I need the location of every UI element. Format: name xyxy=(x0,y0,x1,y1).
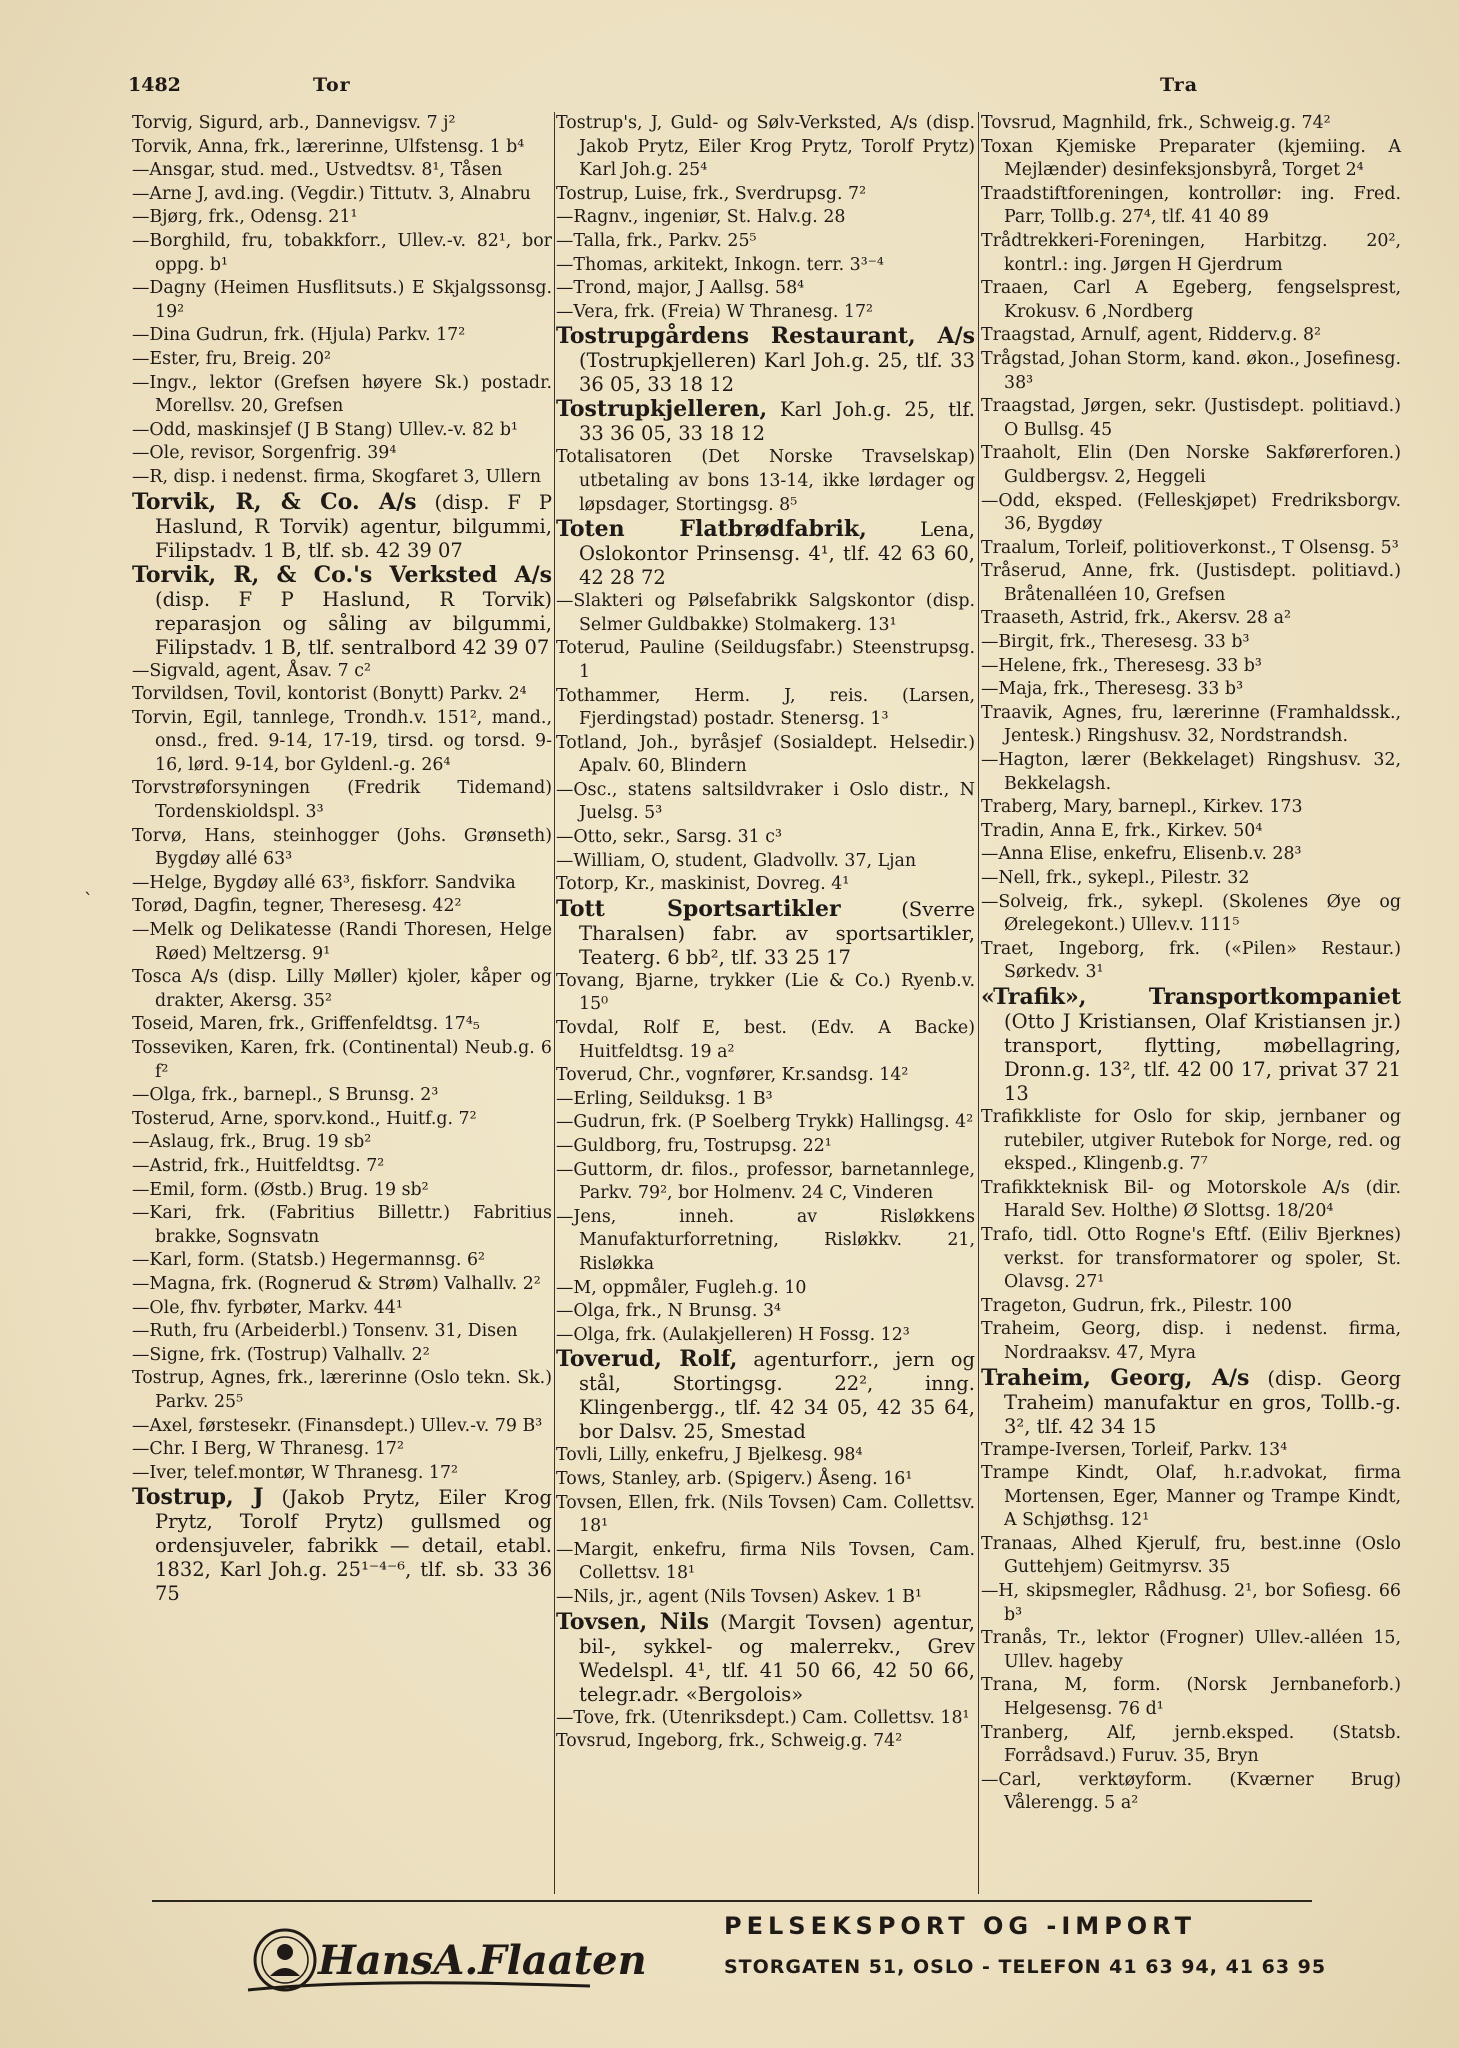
entry-name-bold: Traheim, Georg, A/s xyxy=(981,1364,1250,1391)
page-number: 1482 xyxy=(128,74,181,96)
entry-text: —Bjørg, frk., Odensg. 21¹ xyxy=(132,207,358,228)
directory-entry xyxy=(556,1444,975,1468)
entry-text: Trampe-Iversen, Torleif, Parkv. 13⁴ xyxy=(981,1439,1288,1460)
directory-entry xyxy=(981,1533,1401,1580)
directory-entry xyxy=(132,1084,552,1108)
entry-text: —Birgit, frk., Theresesg. 33 b³ xyxy=(981,632,1250,653)
directory-entry xyxy=(556,1347,975,1444)
entry-text: Trana, M, form. (Norsk Jernbaneforb.) Helgesensg. 76 d¹ xyxy=(981,1675,1401,1720)
entry-text: —William, O, student, Gladvollv. 37, Ljan xyxy=(556,850,917,871)
directory-entry xyxy=(556,1159,975,1206)
entry-text: —Chr. I Berg, W Thranesg. 17² xyxy=(132,1439,404,1460)
entry-text: Tostrup, Agnes, frk., lærerinne (Oslo tekn. Sk.) Parkv. 25⁵ xyxy=(132,1368,552,1412)
directory-entry xyxy=(132,660,552,684)
entry-text: Karl Joh.g. 25, tlf. 33 36 05, 33 18 12 xyxy=(579,398,975,446)
directory-entry xyxy=(556,1468,975,1492)
directory-entry xyxy=(981,938,1401,985)
entry-text: —Aslaug, frk., Brug. 19 sb² xyxy=(132,1132,372,1153)
directory-entry xyxy=(556,1610,975,1707)
entry-text: Trageton, Gudrun, frk., Pilestr. 100 xyxy=(981,1295,1292,1316)
entry-text: Traavik, Agnes, fru, lærerinne (Framhaldssk., Jentesk.) Ringshusv. 32, Nordstrandsh. xyxy=(981,702,1401,747)
entry-text: Toterud, Pauline (Seildugsfabr.) Steenstrupsg. 1 xyxy=(556,638,975,682)
entry-text: —Kari, frk. (Fabritius Billettr.) Fabritius brakke, Sognsvatn xyxy=(132,1203,552,1247)
entry-text: Tothammer, Herm. J, reis. (Larsen, Fjerdingstad) postadr. Stenersg. 1³ xyxy=(556,685,975,730)
directory-entry xyxy=(981,678,1401,702)
directory-entry xyxy=(132,1485,552,1606)
entry-text: Torød, Dagfin, tegner, Theresesg. 42² xyxy=(132,896,462,917)
hans-a-flaaten-logo xyxy=(240,1908,647,2004)
directory-entry xyxy=(556,1300,975,1324)
directory-entry xyxy=(981,1722,1401,1769)
directory-entry xyxy=(556,637,975,684)
entry-text: —Odd, maskinsjef (J B Stang) Ullev.-v. 82 b¹ xyxy=(132,419,518,440)
directory-entry xyxy=(132,230,552,277)
directory-entry xyxy=(556,254,975,278)
entry-text: Tradin, Anna E, frk., Kirkev. 50⁴ xyxy=(981,820,1263,841)
directory-entry xyxy=(556,1277,975,1301)
directory-entry xyxy=(981,891,1401,938)
entry-text: —Nils, jr., agent (Nils Tovsen) Askev. 1 B¹ xyxy=(556,1586,922,1607)
entry-text: Tostrup, Luise, frk., Sverdrupsg. 7² xyxy=(556,183,867,204)
entry-name-bold: Tostrup, J xyxy=(132,1484,264,1511)
entry-name-bold: Torvik, R, & Co.'s Verksted A/s xyxy=(132,561,552,588)
entry-text: (disp. Georg Traheim) manufaktur en gros, Tollb.-g. 3², tlf. 42 34 15 xyxy=(1004,1366,1401,1438)
directory-entry xyxy=(556,1206,975,1277)
page-header xyxy=(128,74,1339,100)
entry-text: —Erling, Seilduksg. 1 B³ xyxy=(556,1088,773,1109)
directory-entry xyxy=(132,1179,552,1203)
entry-text: —Tove, frk. (Utenriksdept.) Cam. Collettsv. 18¹ xyxy=(556,1707,970,1728)
entry-text: —Astrid, frk., Huitfeldtsg. 7² xyxy=(132,1155,385,1176)
directory-entry xyxy=(981,230,1401,277)
entry-text: —Slakteri og Pølsefabrikk Salgskontor (disp. Selmer Guldbakke) Stolmakerg. 13¹ xyxy=(556,591,975,635)
entry-text: Tostrup's, J, Guld- og Sølv-Verksted, A/s (disp. Jakob Prytz, Eiler Krog Prytz, Torolf Prytz) Karl Joh.g. 25⁴ xyxy=(556,113,975,181)
entry-text: —Borghild, fru, tobakkforr., Ullev.-v. 82¹, bor oppg. b¹ xyxy=(132,230,552,275)
directory-entry xyxy=(132,277,552,324)
directory-entry xyxy=(981,702,1401,749)
entry-text: —Margit, enkefru, firma Nils Tovsen, Cam. Collettsv. 18¹ xyxy=(556,1539,975,1584)
entry-text: —R, disp. i nedenst. firma, Skogfaret 3, Ullern xyxy=(132,466,542,487)
entry-text: (Otto J Kristiansen, Olaf Kristiansen jr.) transport, flytting, møbellagring, Dronn.g. 13², tlf. 42 00 17, privat 37 21 13 xyxy=(1004,1009,1401,1105)
entry-text: Tovsrud, Ingeborg, frk., Schweig.g. 74² xyxy=(556,1731,903,1752)
entry-text: Trafikkteknisk Bil- og Motorskole A/s (dir. Harald Sev. Holthe) Ø Slottsg. 18/20⁴ xyxy=(981,1177,1401,1222)
entry-text: Torvildsen, Tovil, kontorist (Bonytt) Parkv. 2⁴ xyxy=(132,684,527,705)
entry-text: Toverud, Chr., vognfører, Kr.sandsg. 14² xyxy=(556,1065,909,1086)
entry-text: —Ingv., lektor (Grefsen høyere Sk.) postadr. Morellsv. 20, Grefsen xyxy=(132,372,552,417)
entry-text: —Karl, form. (Statsb.) Hegermannsg. 6² xyxy=(132,1250,485,1271)
directory-entry xyxy=(981,560,1401,607)
entry-name-bold: «Trafik», Transportkompaniet xyxy=(981,983,1401,1010)
directory-entry xyxy=(556,230,975,254)
entry-text: —Signe, frk. (Tostrup) Valhallv. 2² xyxy=(132,1344,430,1365)
directory-entry xyxy=(132,1131,552,1155)
entry-text: —Olga, frk., N Brunsg. 3⁴ xyxy=(556,1301,782,1322)
footer-divider xyxy=(152,1900,1312,1902)
directory-entry xyxy=(981,1106,1401,1177)
directory-entry xyxy=(981,442,1401,489)
directory-entry xyxy=(556,1111,975,1135)
entry-text: Tranberg, Alf, jernb.eksped. (Statsb. Forrådsavd.) Furuv. 35, Bryn xyxy=(981,1722,1401,1767)
directory-entry xyxy=(556,970,975,1017)
entry-text: Traaholt, Elin (Den Norske Sakførerforen.) Guldbergsv. 2, Heggeli xyxy=(981,443,1401,487)
directory-entry xyxy=(132,1344,552,1368)
directory-entry xyxy=(132,1367,552,1414)
entry-text: Traberg, Mary, barnepl., Kirkev. 173 xyxy=(981,797,1303,818)
entry-text: —M, oppmåler, Fugleh.g. 10 xyxy=(556,1277,807,1298)
directory-entry xyxy=(132,1108,552,1132)
entry-text: —Dina Gudrun, frk. (Hjula) Parkv. 17² xyxy=(132,325,466,346)
directory-entry xyxy=(981,277,1401,324)
directory-entry xyxy=(556,301,975,325)
directory-entry xyxy=(981,490,1401,537)
directory-entry xyxy=(556,446,975,517)
entry-text: Trågstad, Johan Storm, kand. økon., Josefinesg. 38³ xyxy=(981,348,1401,393)
entry-text: Traalum, Torleif, politioverkonst., T Olsensg. 5³ xyxy=(981,537,1399,558)
entry-text: —Hagton, lærer (Bekkelaget) Ringshusv. 32, Bekkelagsh. xyxy=(981,750,1401,794)
entry-text: —Ole, fhv. fyrbøter, Markv. 44¹ xyxy=(132,1297,403,1318)
entry-text: Tovdal, Rolf E, best. (Edv. A Backe) Huitfeldtsg. 19 a² xyxy=(556,1018,975,1062)
directory-entry xyxy=(132,1320,552,1344)
directory-entry xyxy=(132,919,552,966)
directory-entry xyxy=(556,1539,975,1586)
directory-entry xyxy=(132,112,552,136)
entry-text: —Arne J, avd.ing. (Vegdir.) Tittutv. 3, Alnabru xyxy=(132,183,531,204)
directory-entry xyxy=(981,348,1401,395)
entry-text: —Talla, frk., Parkv. 25⁵ xyxy=(556,230,757,251)
entry-text: —Jens, inneh. av Risløkkens Manufakturforretning, Risløkkv. 21, Risløkka xyxy=(556,1206,975,1274)
directory-entry xyxy=(132,563,552,660)
directory-entry xyxy=(556,1730,975,1754)
directory-entry xyxy=(981,796,1401,820)
entry-name-bold: Tovsen, Nils xyxy=(556,1608,709,1635)
entry-text: —Axel, førstesekr. (Finansdept.) Ullev.-v. 79 B³ xyxy=(132,1415,543,1436)
directory-entry xyxy=(556,1088,975,1112)
entry-text: Trampe Kindt, Olaf, h.r.advokat, firma Mortensen, Eger, Manner og Trampe Kindt, A Schjøthsg. 12¹ xyxy=(981,1463,1401,1531)
directory-entry xyxy=(981,820,1401,844)
directory-entry xyxy=(981,655,1401,679)
entry-text: —Magna, frk. (Rognerud & Strøm) Valhallv. 2² xyxy=(132,1273,541,1294)
logo-emblem-icon xyxy=(255,1930,315,1990)
entry-text: —Carl, verktøyform. (Kværner Brug) Vålerengg. 5 a² xyxy=(981,1769,1401,1814)
directory-entry xyxy=(132,1415,552,1439)
directory-entry xyxy=(132,1249,552,1273)
directory-entry xyxy=(556,685,975,732)
entry-name-bold: Torvik, R, & Co. A/s xyxy=(132,488,417,515)
entry-text: (disp. F P Haslund, R Torvik) agentur, bilgummi, Filipstadv. 1 B, tlf. sb. 42 39 07 xyxy=(155,490,553,562)
entry-text: Tosterud, Arne, sporv.kond., Huitf.g. 7² xyxy=(132,1108,477,1129)
entry-text: —Vera, frk. (Freia) W Thranesg. 17² xyxy=(556,301,874,322)
entry-text: —Melk og Delikatesse (Randi Thoresen, Helge Røed) Meltzersg. 9¹ xyxy=(132,920,552,964)
directory-entry xyxy=(556,897,975,970)
directory-entry xyxy=(132,348,552,372)
entry-name-bold: Toten Flatbrødfabrik, xyxy=(556,516,867,543)
entry-text: —Thomas, arkitekt, Inkogn. terr. 3³⁻⁴ xyxy=(556,254,884,275)
directory-entry xyxy=(981,112,1401,136)
entry-text: Tovang, Bjarne, trykker (Lie & Co.) Ryenb.v. 15⁰ xyxy=(556,970,975,1015)
directory-entry xyxy=(132,683,552,707)
directory-entry xyxy=(132,777,552,824)
directory-entry xyxy=(556,1324,975,1348)
entry-name-bold: Toverud, Rolf, xyxy=(556,1346,738,1373)
directory-entry xyxy=(132,707,552,778)
directory-entry xyxy=(556,324,975,397)
directory-entry xyxy=(132,372,552,419)
ad-address: STORGATEN 51, OSLO - TELEFON 41 63 94, 41 63 95 xyxy=(724,1956,1327,1978)
entry-text: Traaen, Carl A Egeberg, fengselsprest, Krokusv. 6 ,Nordberg xyxy=(981,278,1401,322)
directory-entry xyxy=(981,607,1401,631)
directory-entry xyxy=(556,779,975,826)
stray-mark: ˋ xyxy=(84,890,93,911)
entry-text: —Trond, major, J Aallsg. 58⁴ xyxy=(556,278,805,299)
entry-text: —Guttorm, dr. filos., professor, barnetannlege, Parkv. 79², bor Holmenv. 24 C, Vinderen xyxy=(556,1159,975,1204)
directory-entry xyxy=(132,1013,552,1037)
column-1 xyxy=(132,112,552,1902)
directory-entry xyxy=(981,985,1401,1106)
entry-text: —H, skipsmegler, Rådhusg. 2¹, bor Sofiesg. 66 b³ xyxy=(981,1581,1401,1625)
entry-name-bold: Tott Sportsartikler xyxy=(556,895,841,922)
directory-entry xyxy=(132,442,552,466)
directory-entry xyxy=(981,537,1401,561)
directory-entry xyxy=(981,843,1401,867)
entry-text: Tovsrud, Magnhild, frk., Schweig.g. 74² xyxy=(981,113,1331,133)
entry-text: Toxan Kjemiske Preparater (kjemiing. A Mejlænder) desinfeksjonsbyrå, Torget 2⁴ xyxy=(981,136,1401,181)
logo-text: HansA.Flaaten xyxy=(318,1937,647,1984)
guide-word-right: Tra xyxy=(1160,74,1199,96)
entry-text: (Sverre Tharalsen) fabr. av sportsartikler, Teaterg. 6 bb², tlf. 33 25 17 xyxy=(579,897,976,969)
directory-entry xyxy=(556,1492,975,1539)
directory-entry xyxy=(132,895,552,919)
directory-entry xyxy=(981,324,1401,348)
directory-entry xyxy=(981,395,1401,442)
entry-text: —Helge, Bygdøy allé 63³, fiskforr. Sandvika xyxy=(132,872,516,893)
entry-text: —Anna Elise, enkefru, Elisenb.v. 28³ xyxy=(981,844,1302,865)
entry-text: —Ruth, fru (Arbeiderbl.) Tonsenv. 31, Disen xyxy=(132,1321,518,1342)
directory-entry xyxy=(132,966,552,1013)
directory-entry xyxy=(556,1017,975,1064)
directory-entry xyxy=(981,631,1401,655)
directory-entry xyxy=(981,749,1401,796)
entry-text: —Ansgar, stud. med., Ustvedtsv. 8¹, Tåsen xyxy=(132,160,503,181)
directory-entry xyxy=(556,1707,975,1731)
entry-text: Tråserud, Anne, frk. (Justisdept. politiavd.) Bråtenalléen 10, Grefsen xyxy=(981,561,1401,605)
entry-text: Torvstrøforsyningen (Fredrik Tidemand) Tordenskioldspl. 3³ xyxy=(132,778,552,823)
directory-entry xyxy=(132,1438,552,1462)
entry-text: —Nell, frk., sykepl., Pilestr. 32 xyxy=(981,868,1250,888)
entry-text: —Olga, frk. (Aulakjelleren) H Fossg. 12³ xyxy=(556,1324,910,1345)
entry-text: —Helene, frk., Theresesg. 33 b³ xyxy=(981,655,1262,676)
entry-text: (disp. F P Haslund, R Torvik) reparasjon og såling av bilgummi, Filipstadv. 1 B, tlf. sentralbord 42 39 07 xyxy=(155,587,552,659)
directory-entry xyxy=(981,183,1401,230)
directory-entry xyxy=(981,1462,1401,1533)
entry-text: Lena, Oslokontor Prinsensg. 4¹, tlf. 42 63 60, 42 28 72 xyxy=(579,518,975,590)
guide-word-left: Tor xyxy=(313,74,351,96)
directory-entry xyxy=(556,1586,975,1610)
entry-text: Trafo, tidl. Otto Rogne's Eftf. (Eiliv Bjerknes) verkst. for transformatorer og spoler, St. Olavsg. 27¹ xyxy=(981,1224,1401,1293)
entry-text: Tows, Stanley, arb. (Spigerv.) Åseng. 16¹ xyxy=(556,1468,913,1489)
directory-entry xyxy=(132,1202,552,1249)
directory-entry xyxy=(556,1135,975,1159)
entry-text: Torvø, Hans, steinhogger (Johs. Grønseth) Bygdøy allé 63³ xyxy=(132,825,552,870)
directory-entry xyxy=(981,1580,1401,1627)
entry-text: Toseid, Maren, frk., Griffenfeldtsg. 17⁴₅ xyxy=(132,1014,480,1035)
entry-text: Torvik, Anna, frk., lærerinne, Ulfstensg. 1 b⁴ xyxy=(132,136,525,157)
entry-text: —Gudrun, frk. (P Soelberg Trykk) Hallingsg. 4² xyxy=(556,1112,974,1133)
entry-text: Tovsen, Ellen, frk. (Nils Tovsen) Cam. Collettsv. 18¹ xyxy=(556,1492,975,1537)
entry-text: Tosseviken, Karen, frk. (Continental) Neub.g. 6 f² xyxy=(132,1038,552,1082)
directory-entry xyxy=(556,873,975,897)
directory-entry xyxy=(556,397,975,446)
entry-text: —Dagny (Heimen Husflitsuts.) E Skjalgssonsg. 19² xyxy=(132,278,552,322)
entry-text: —Maja, frk., Theresesg. 33 b³ xyxy=(981,679,1244,700)
column-divider xyxy=(554,112,555,1894)
entry-text: Traagstad, Jørgen, sekr. (Justisdept. politiavd.) O Bullsg. 45 xyxy=(981,396,1401,440)
entry-text: —Solveig, frk., sykepl. (Skolenes Øye og Ørelegekont.) Ullev.v. 111⁵ xyxy=(981,891,1401,936)
entry-text: Tovli, Lilly, enkefru, J Bjelkesg. 98⁴ xyxy=(556,1445,863,1466)
directory-entry xyxy=(981,1224,1401,1295)
entry-text: Torvin, Egil, tannlege, Trondh.v. 151², mand., onsd., fred. 9-14, 17-19, tirsd. og torsd. 9-16, lørd. 9-14, bor Gyldenl.-g. 26⁴ xyxy=(132,707,552,775)
directory-entry xyxy=(981,1439,1401,1463)
directory-entry xyxy=(981,1295,1401,1319)
entry-text: Traet, Ingeborg, frk. («Pilen» Restaur.) Sørkedv. 3¹ xyxy=(981,938,1401,983)
directory-entry xyxy=(556,732,975,779)
entry-text: —Otto, sekr., Sarsg. 31 c³ xyxy=(556,827,782,848)
entry-text: Traheim, Georg, disp. i nedenst. firma, Nordraaksv. 47, Myra xyxy=(981,1319,1401,1363)
directory-entry xyxy=(132,1037,552,1084)
directory-entry xyxy=(132,1462,552,1486)
directory-entry xyxy=(132,324,552,348)
directory-entry xyxy=(132,1297,552,1321)
entry-text: Traaseth, Astrid, frk., Akersv. 28 a² xyxy=(981,608,1291,629)
entry-name-bold: Tostrupgårdens Restaurant, A/s xyxy=(556,323,975,350)
entry-name-bold: Tostrupkjelleren, xyxy=(556,396,768,423)
entry-text: Tranaas, Alhed Kjerulf, fru, best.inne (Oslo Guttehjem) Geitmyrsv. 35 xyxy=(981,1533,1401,1578)
directory-entry xyxy=(132,1273,552,1297)
entry-text: (Jakob Prytz, Eiler Krog Prytz, Torolf Prytz) gullsmed og ordensjuveler, fabrikk — detail, etabl. 1832, Karl Joh.g. 25¹⁻⁴⁻⁶, tlf. sb. 33 36 75 xyxy=(155,1486,552,1606)
entry-text: —Emil, form. (Østb.) Brug. 19 sb² xyxy=(132,1179,429,1200)
column-divider xyxy=(978,112,979,1894)
entry-text: Totalisatoren (Det Norske Travselskap) utbetaling av bons 13-14, ikke lørdager og løpsdager, Stortingsg. 8⁵ xyxy=(556,447,975,515)
directory-entry xyxy=(556,590,975,637)
directory-entry xyxy=(132,872,552,896)
entry-text: —Osc., statens saltsildvraker i Oslo distr., N Juelsg. 5³ xyxy=(556,779,975,824)
directory-entry xyxy=(132,419,552,443)
directory-entry xyxy=(981,1627,1401,1674)
directory-entry xyxy=(132,1155,552,1179)
directory-entry xyxy=(132,159,552,183)
entry-text: —Ragnv., ingeniør, St. Halv.g. 28 xyxy=(556,207,846,228)
entry-text: (Tostrupkjelleren) Karl Joh.g. 25, tlf. 33 36 05, 33 18 12 xyxy=(579,349,975,397)
ad-headline: PELSEKSPORT OG -IMPORT xyxy=(724,1912,1196,1940)
directory-entry xyxy=(556,850,975,874)
directory-entry xyxy=(981,1177,1401,1224)
entry-text: —Ole, revisor, Sorgenfrig. 39⁴ xyxy=(132,443,397,464)
directory-entry xyxy=(556,112,975,183)
directory-entry xyxy=(556,206,975,230)
entry-text: Tosca A/s (disp. Lilly Møller) kjoler, kåper og drakter, Akersg. 35² xyxy=(132,967,552,1011)
directory-entry xyxy=(132,183,552,207)
entry-text: Traagstad, Arnulf, agent, Ridderv.g. 8² xyxy=(981,325,1322,346)
entry-text: (Margit Tovsen) agentur, bil-, sykkel- og malerrekv., Grev Wedelspl. 4¹, tlf. 41 50 66, 42 50 66, telegr.adr. «Bergolois» xyxy=(579,1610,975,1706)
entry-text: —Odd, eksped. (Felleskjøpet) Fredriksborgv. 36, Bygdøy xyxy=(981,490,1401,535)
entry-text: —Guldborg, fru, Tostrupsg. 22¹ xyxy=(556,1136,832,1156)
directory-entry xyxy=(556,1064,975,1088)
column-3 xyxy=(981,112,1401,1902)
entry-text: Torvig, Sigurd, arb., Dannevigsv. 7 j² xyxy=(132,113,456,133)
directory-entry xyxy=(981,867,1401,891)
directory-entry xyxy=(981,1674,1401,1721)
entry-text: Totland, Joh., byråsjef (Sosialdept. Helsedir.) Apalv. 60, Blindern xyxy=(556,732,975,777)
directory-entry xyxy=(556,517,975,590)
directory-entry xyxy=(132,466,552,490)
directory-entry xyxy=(132,136,552,160)
directory-entry xyxy=(556,183,975,207)
entry-text: Trafikkliste for Oslo for skip, jernbaner og rutebiler, utgiver Rutebok for Norge, red. og eksped., Klingenb.g. 7⁷ xyxy=(981,1106,1401,1175)
entry-text: agenturforr., jern og stål, Stortingsg. 22², inng. Klingenbergg., tlf. 42 34 05, 42 35 64, bor Dalsv. 25, Smestad xyxy=(579,1348,975,1444)
directory-entry xyxy=(132,206,552,230)
entry-text: Tranås, Tr., lektor (Frogner) Ullev.-alléen 15, Ullev. hageby xyxy=(981,1628,1401,1672)
entry-text: —Ester, fru, Breig. 20² xyxy=(132,348,331,369)
directory-entry xyxy=(981,1318,1401,1365)
entry-text: —Sigvald, agent, Åsav. 7 c² xyxy=(132,660,371,681)
directory-entry xyxy=(556,826,975,850)
entry-text: —Iver, telef.montør, W Thranesg. 17² xyxy=(132,1462,458,1483)
directory-entry xyxy=(981,1769,1401,1816)
entry-text: —Olga, frk., barnepl., S Brunsg. 2³ xyxy=(132,1085,439,1106)
directory-entry xyxy=(132,490,552,563)
directory-entry xyxy=(981,1366,1401,1439)
entry-text: Trådtrekkeri-Foreningen, Harbitzg. 20², kontrl.: ing. Jørgen H Gjerdrum xyxy=(981,230,1401,275)
column-2 xyxy=(556,112,975,1902)
directory-entry xyxy=(556,277,975,301)
directory-entry xyxy=(132,825,552,872)
directory-entry xyxy=(981,136,1401,183)
entry-text: Totorp, Kr., maskinist, Dovreg. 4¹ xyxy=(556,874,850,895)
entry-text: Traadstiftforeningen, kontrollør: ing. Fred. Parr, Tollb.g. 27⁴, tlf. 41 40 89 xyxy=(981,183,1401,228)
